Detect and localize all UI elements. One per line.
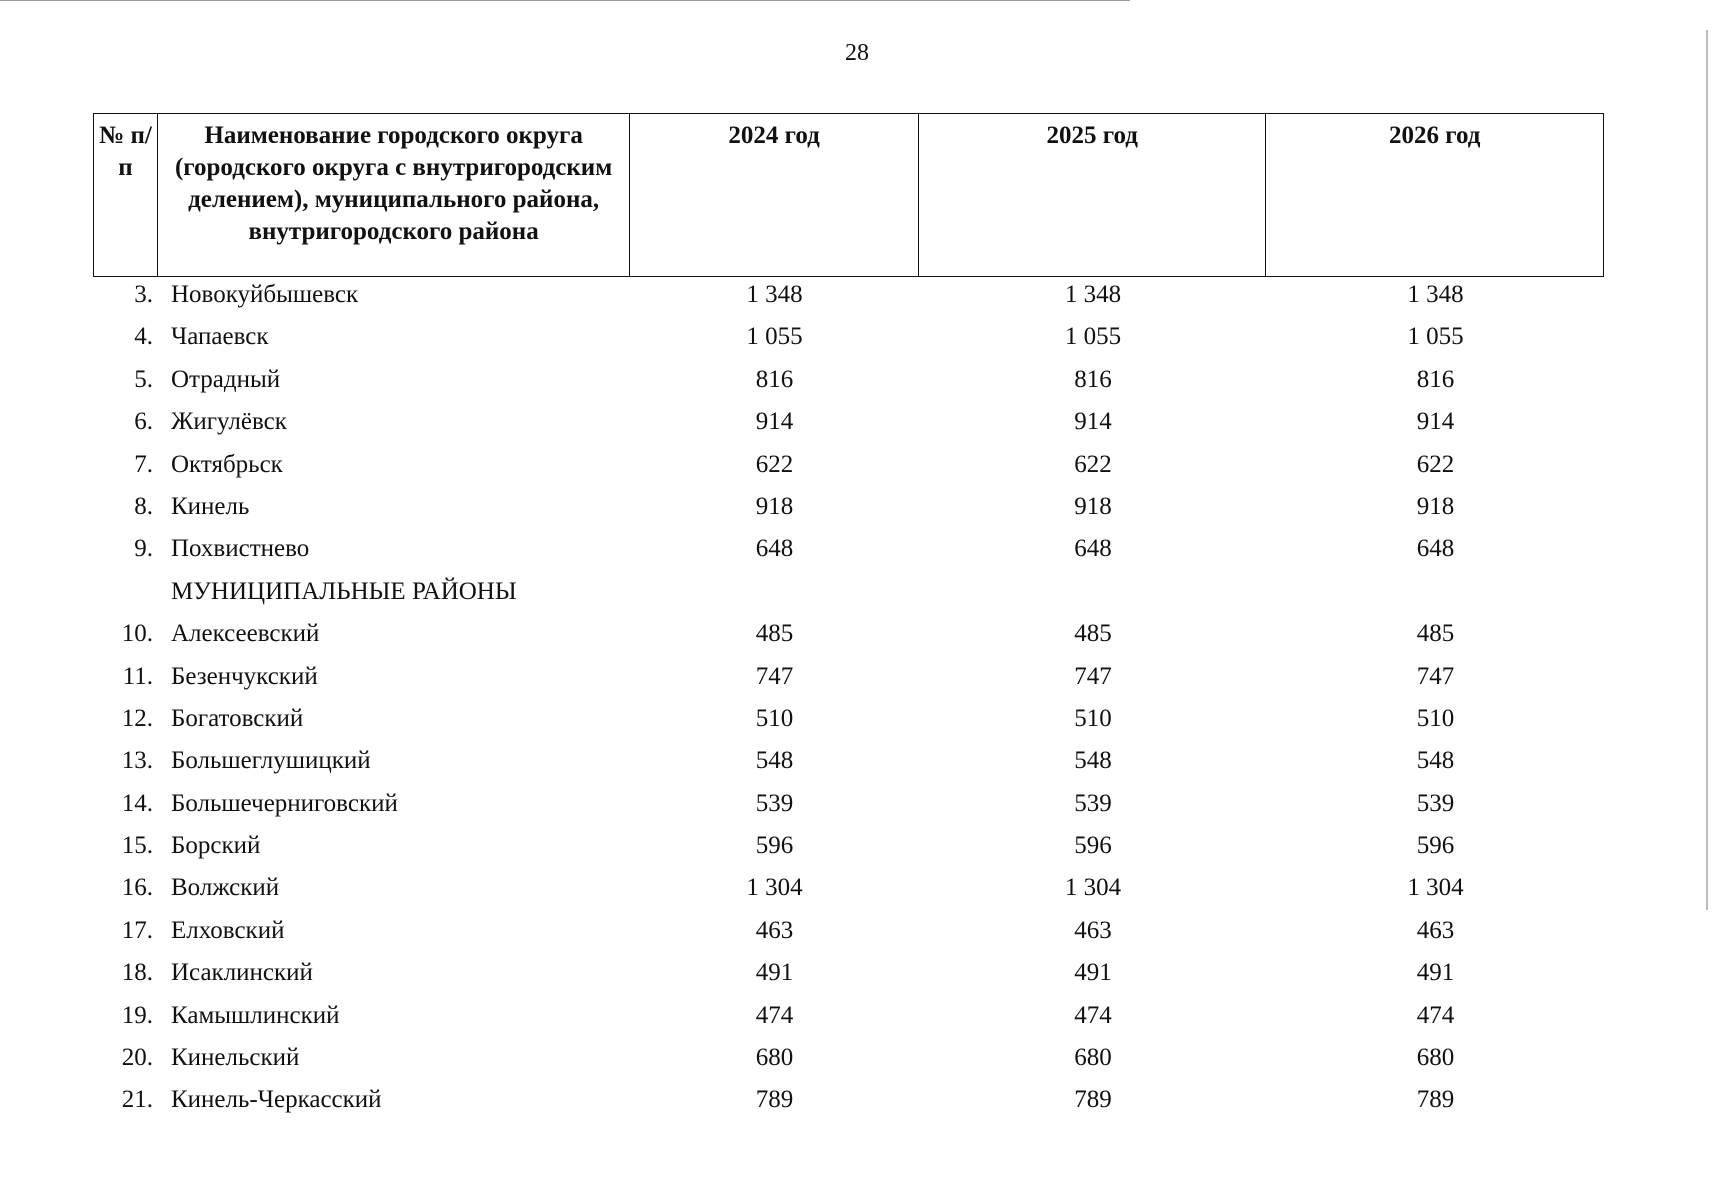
row-number: 12. (121, 704, 153, 732)
value-2026: 539 (1416, 789, 1455, 817)
value-2026: 485 (1416, 620, 1455, 648)
value-2024: 914 (755, 408, 794, 436)
row-name: Кинельский (171, 1044, 300, 1072)
table-row (93, 362, 1604, 404)
value-2026: 816 (1416, 365, 1455, 393)
value-2025: 816 (1074, 365, 1112, 393)
value-2025: 596 (1074, 832, 1112, 860)
value-2024: 1 304 (746, 874, 803, 902)
value-2026: 548 (1416, 747, 1455, 775)
value-2025: 648 (1074, 535, 1112, 563)
table-row (93, 404, 1604, 446)
row-number: 14. (121, 789, 153, 817)
value-2024: 596 (755, 832, 794, 860)
value-2026: 648 (1416, 535, 1455, 563)
value-2024: 463 (755, 916, 794, 944)
table-row (93, 955, 1604, 997)
value-2026: 491 (1416, 959, 1455, 987)
row-name: Кинель (171, 492, 250, 520)
row-number: 10. (121, 620, 153, 648)
table-body (93, 277, 1604, 1125)
table-row (93, 319, 1604, 361)
scan-top-edge (0, 0, 1130, 1)
row-number: 16. (121, 874, 153, 902)
value-2025: 1 348 (1064, 281, 1122, 308)
row-number: 11. (122, 662, 153, 690)
value-2024: 648 (755, 535, 794, 563)
row-number (93, 574, 157, 616)
value-2024: 622 (755, 450, 794, 478)
value-2025: 918 (1074, 492, 1112, 520)
value-2024: 510 (755, 704, 794, 732)
value-2026: 622 (1416, 450, 1455, 478)
row-name: Новокуйбышевск (171, 281, 359, 308)
row-number: 8. (134, 492, 153, 520)
row-name: Чапаевск (171, 323, 269, 351)
value-2024: 1 055 (746, 323, 803, 351)
table-row (93, 786, 1604, 828)
page-number: 28 (845, 40, 869, 66)
table-header (93, 113, 1604, 277)
row-name: Жигулёвск (171, 408, 287, 436)
table-row (93, 828, 1604, 870)
value-2025 (919, 574, 1267, 616)
value-2025: 1 055 (1064, 323, 1122, 351)
table-row (93, 277, 1604, 319)
value-2024: 1 348 (746, 281, 803, 308)
value-2024: 491 (755, 959, 794, 987)
value-2026: 918 (1416, 492, 1455, 520)
row-number: 19. (121, 1001, 153, 1029)
value-2026: 463 (1416, 916, 1455, 944)
value-2026: 596 (1416, 832, 1455, 860)
row-name: Похвистнево (171, 535, 310, 563)
value-2025: 548 (1074, 747, 1112, 775)
table-row (93, 1040, 1604, 1082)
value-2026: 1 055 (1407, 323, 1464, 351)
value-2025: 510 (1074, 704, 1112, 732)
value-2026: 1 304 (1407, 874, 1464, 902)
value-2026: 510 (1416, 704, 1455, 732)
row-number: 4. (134, 323, 153, 351)
value-2024: 816 (755, 365, 794, 393)
value-2025: 539 (1074, 789, 1112, 817)
row-name: Волжский (171, 874, 280, 902)
value-2024: 539 (755, 789, 794, 817)
value-2024: 789 (755, 1086, 794, 1114)
row-name: Исаклинский (171, 959, 313, 987)
header-num: № п/п (94, 114, 158, 276)
scan-right-edge (1706, 30, 1708, 910)
value-2025: 491 (1074, 959, 1112, 987)
row-name: Отрадный (171, 365, 281, 393)
row-name: Большеглушицкий (171, 747, 371, 775)
table-row (93, 743, 1604, 785)
row-name: Октябрьск (171, 450, 283, 478)
value-2025: 485 (1074, 620, 1112, 648)
value-2026 (1267, 574, 1604, 616)
value-2024: 548 (755, 747, 794, 775)
row-number: 20. (121, 1044, 153, 1072)
table-row (93, 531, 1604, 573)
row-number: 3. (134, 281, 153, 308)
row-name: Кинель-Черкасский (171, 1086, 382, 1114)
row-number: 13. (121, 747, 153, 775)
table-row (93, 447, 1604, 489)
row-number: 21. (121, 1086, 153, 1114)
row-name: Богатовский (171, 704, 304, 732)
table-row (93, 998, 1604, 1040)
table-row (93, 659, 1604, 701)
table-row (93, 701, 1604, 743)
table-row (93, 1082, 1604, 1124)
header-2024: 2024 год (630, 114, 919, 276)
header-2026: 2026 год (1389, 122, 1481, 149)
value-2026: 680 (1416, 1044, 1455, 1072)
value-2024: 474 (755, 1001, 794, 1029)
value-2024: 485 (755, 620, 794, 648)
value-2025: 474 (1074, 1001, 1112, 1029)
value-2026: 747 (1416, 662, 1455, 690)
value-2025: 789 (1074, 1086, 1112, 1114)
row-number: 17. (121, 916, 153, 944)
row-name: Безенчукский (171, 662, 318, 690)
section-heading-row (93, 574, 1604, 616)
header-name: Наименование городского округа (городского округа с внутригородским делением), муниципального района, внутригородского района (158, 114, 630, 276)
row-name: Елховский (171, 916, 285, 944)
value-2025: 463 (1074, 916, 1112, 944)
value-2025: 680 (1074, 1044, 1112, 1072)
row-name: Алексеевский (171, 620, 320, 648)
value-2025: 622 (1074, 450, 1112, 478)
header-2025: 2025 год (919, 114, 1267, 276)
row-name: Камышлинский (171, 1001, 340, 1029)
row-number: 18. (121, 959, 153, 987)
row-number: 15. (121, 832, 153, 860)
row-name: Борский (171, 832, 261, 860)
value-2026: 474 (1416, 1001, 1455, 1029)
row-number: 6. (134, 408, 153, 436)
table-row (93, 870, 1604, 912)
row-name: МУНИЦИПАЛЬНЫЕ РАЙОНЫ (171, 577, 517, 605)
row-name: Большечерниговский (171, 789, 398, 817)
table-row (93, 489, 1604, 531)
value-2024 (630, 574, 919, 616)
row-number: 9. (134, 535, 153, 563)
value-2024: 918 (755, 492, 794, 520)
value-2026: 789 (1416, 1086, 1455, 1114)
row-number: 7. (134, 450, 153, 478)
value-2025: 747 (1074, 662, 1112, 690)
table-row (93, 913, 1604, 955)
value-2024: 680 (755, 1044, 794, 1072)
table-row (93, 616, 1604, 658)
row-number: 5. (134, 365, 153, 393)
value-2025: 1 304 (1064, 874, 1122, 902)
value-2026: 914 (1416, 408, 1455, 436)
value-2026: 1 348 (1407, 281, 1464, 308)
value-2024: 747 (755, 662, 794, 690)
value-2025: 914 (1074, 408, 1112, 436)
